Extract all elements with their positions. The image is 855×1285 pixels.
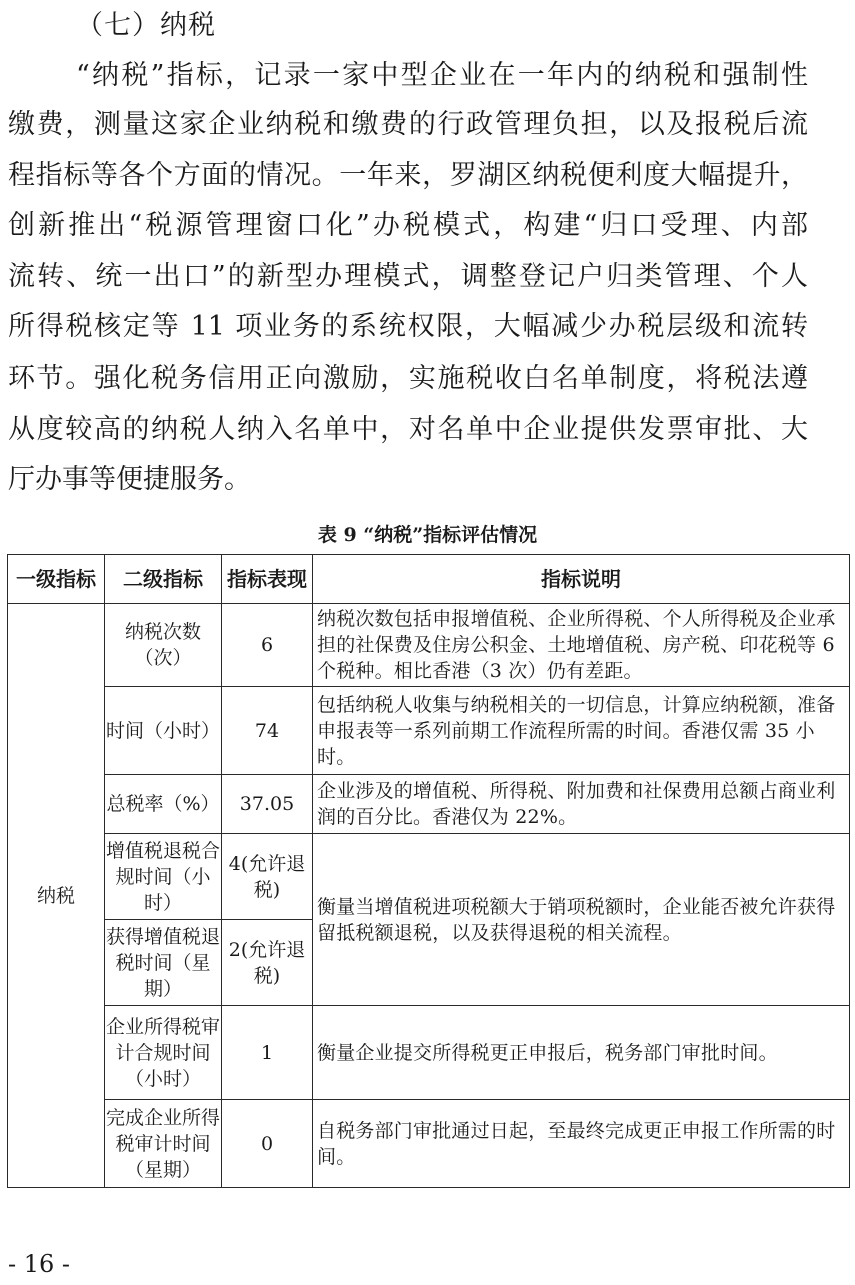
description-cell: 企业涉及的增值税、所得税、附加费和社保费用总额占商业利润的百分比。香港仅为 22%。	[313, 775, 850, 834]
paragraph-line: 所得税核定等 11 项业务的系统权限，大幅减少办税层级和流转	[8, 311, 808, 342]
level2-cell: 获得增值税退税时间（星期）	[105, 920, 222, 1006]
value-cell: 1	[222, 1006, 313, 1100]
level2-cell: 完成企业所得税审计时间（星期）	[105, 1100, 222, 1188]
level2-cell: 时间（小时）	[105, 687, 222, 775]
table-row	[8, 775, 850, 834]
paragraph-line: 厅办事等便捷服务。	[8, 464, 251, 495]
table-header-row	[8, 555, 850, 604]
value-cell: 2(允许退税)	[222, 920, 313, 1006]
description-cell: 纳税次数包括申报增值税、企业所得税、个人所得税及企业承担的社保费及住房公积金、土地增值税、房产税、印花税等 6 个税种。相比香港（3 次）仍有差距。	[313, 604, 850, 687]
table-row	[8, 1100, 850, 1188]
description-cell: 包括纳税人收集与纳税相关的一切信息，计算应纳税额，准备申报表等一系列前期工作流程所需的时间。香港仅需 35 小时。	[313, 687, 850, 775]
paragraph-line: 从度较高的纳税人纳入名单中，对名单中企业提供发票审批、大	[8, 414, 808, 445]
paragraph-line: 环节。强化税务信用正向激励，实施税收白名单制度，将税法遵	[8, 363, 808, 394]
paragraph-line: 创新推出“税源管理窗口化”办税模式，构建“归口受理、内部	[8, 210, 808, 241]
paragraph-line: 流转、统一出口”的新型办理模式，调整登记户归类管理、个人	[8, 261, 808, 292]
section-heading: （七）纳税	[76, 10, 216, 41]
header-description: 指标说明	[313, 555, 850, 604]
paragraph-line: “纳税”指标，记录一家中型企业在一年内的纳税和强制性	[76, 60, 808, 91]
description-cell: 衡量企业提交所得税更正申报后，税务部门审批时间。	[313, 1006, 850, 1100]
table-row	[8, 604, 850, 687]
level2-cell: 纳税次数（次）	[105, 604, 222, 687]
table-row	[8, 687, 850, 775]
table-row	[8, 834, 850, 920]
table-caption: 表 9 “纳税”指标评估情况	[317, 524, 538, 546]
value-cell: 74	[222, 687, 313, 775]
table-row	[8, 1006, 850, 1100]
description-cell: 自税务部门审批通过日起，至最终完成更正申报工作所需的时间。	[313, 1100, 850, 1188]
level1-cell: 纳税	[8, 604, 105, 1188]
vat-description-cell: 衡量当增值税进项税额大于销项税额时，企业能否被允许获得留抵税额退税，以及获得退税的相关流程。	[313, 834, 850, 1006]
header-value: 指标表现	[222, 555, 313, 604]
header-level1: 一级指标	[8, 555, 105, 604]
level2-cell: 总税率（%）	[105, 775, 222, 834]
value-cell: 6	[222, 604, 313, 687]
header-level2: 二级指标	[105, 555, 222, 604]
value-cell: 4(允许退税)	[222, 834, 313, 920]
level2-cell: 企业所得税审计合规时间（小时）	[105, 1006, 222, 1100]
value-cell: 37.05	[222, 775, 313, 834]
page-number: - 16 -	[8, 1250, 71, 1278]
paragraph-line: 缴费，测量这家企业纳税和缴费的行政管理负担，以及报税后流	[8, 109, 808, 140]
paragraph-line: 程指标等各个方面的情况。一年来，罗湖区纳税便利度大幅提升，	[8, 160, 808, 191]
indicator-table	[7, 554, 850, 1188]
level2-cell: 增值税退税合规时间（小时）	[105, 834, 222, 920]
value-cell: 0	[222, 1100, 313, 1188]
